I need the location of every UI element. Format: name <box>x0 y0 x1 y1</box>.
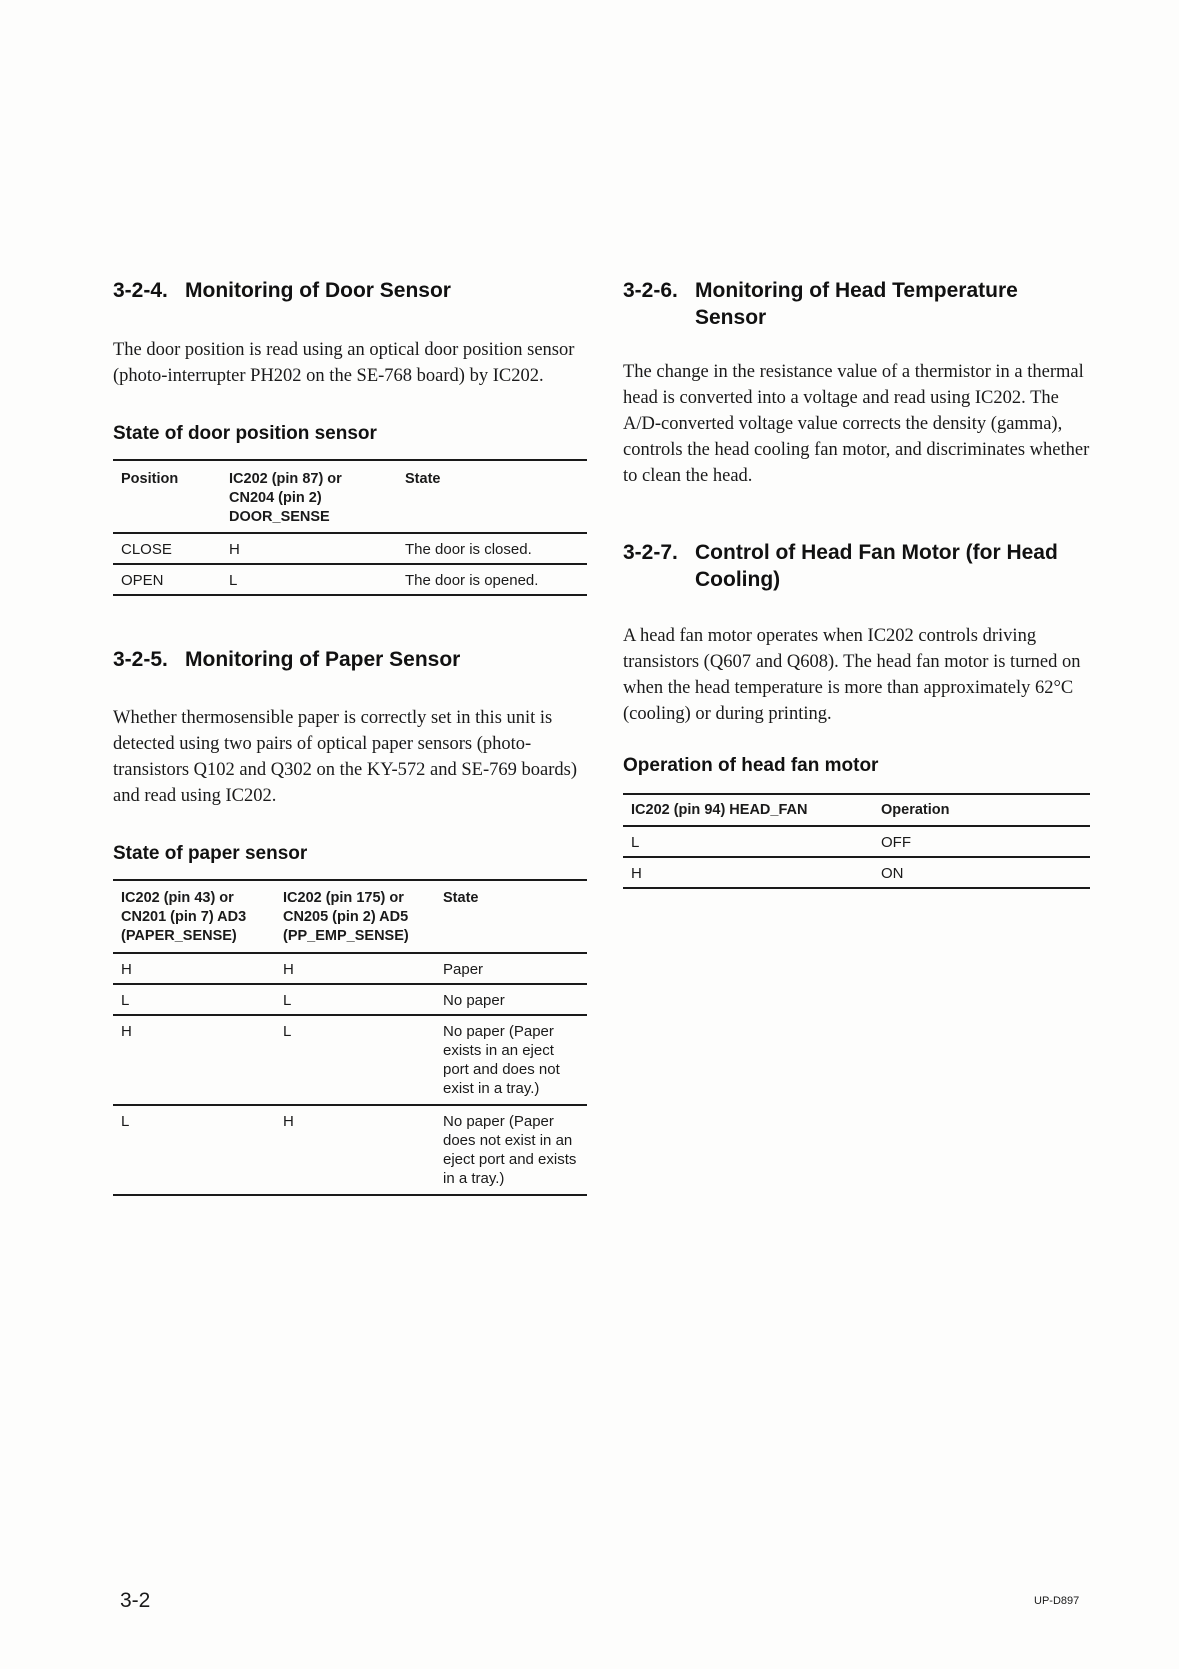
table-cell: H <box>631 865 642 882</box>
section-title: Monitoring of Door Sensor <box>185 279 451 302</box>
section-number: 3-2-5. <box>113 648 168 671</box>
right-column <box>623 277 1090 889</box>
table-cell: ON <box>881 865 904 882</box>
table-row <box>113 1015 587 1105</box>
header-cell: Operation <box>881 802 950 818</box>
header-cell: IC202 (pin 43) or CN201 (pin 7) AD3 (PAPER_SENSE) <box>121 890 247 944</box>
table-cell: H <box>121 1023 132 1040</box>
paper-sensor-table <box>113 879 587 1196</box>
door-sensor-paragraph: The door position is read using an optical door position sensor (photo-interrupter PH202 on the SE-768 board) by IC202. <box>113 340 575 386</box>
header-cell: State <box>443 890 479 906</box>
table-header-row <box>623 794 1090 826</box>
paper-table-title: State of paper sensor <box>113 843 308 864</box>
header-cell: State <box>405 471 441 487</box>
section-heading-3-2-7 <box>623 539 1090 593</box>
page-number: 3-2 <box>120 1589 151 1612</box>
table-row <box>113 533 587 564</box>
table-header-row <box>113 880 587 953</box>
head-temp-paragraph: The change in the resistance value of a thermistor in a thermal head is converted into a voltage and read using IC202. The A/D-converted voltage value corrects the density (gamma), controls the head cooling fan motor, and discriminates whether to clean the head. <box>623 362 1090 486</box>
section-heading-3-2-5 <box>113 646 587 673</box>
table-cell: H <box>121 961 132 978</box>
section-title: Control of Head Fan Motor (for Head Cooling) <box>695 541 1058 591</box>
section-number: 3-2-4. <box>113 279 168 302</box>
table-header-row <box>113 460 587 533</box>
model-number: UP-D897 <box>1034 1595 1080 1607</box>
left-column <box>113 277 587 1196</box>
door-sensor-table <box>113 459 587 596</box>
header-cell: Position <box>121 471 179 487</box>
table-row <box>623 857 1090 888</box>
table-row <box>623 826 1090 857</box>
table-cell: No paper (Paper does not exist in an eject port and exists in a tray.) <box>443 1113 577 1187</box>
header-cell: IC202 (pin 94) HEAD_FAN <box>631 802 808 818</box>
table-cell: The door is closed. <box>405 541 532 558</box>
table-cell: L <box>283 992 292 1009</box>
table-cell: No paper (Paper exists in an eject port and does not exist in a tray.) <box>443 1023 560 1097</box>
table-cell: The door is opened. <box>405 572 539 589</box>
table-cell: CLOSE <box>121 541 172 558</box>
table-cell: H <box>229 541 240 558</box>
paper-sensor-paragraph: Whether thermosensible paper is correctly set in this unit is detected using two pairs of optical paper sensors (photo-transistors Q102 and Q302 on the KY-572 and SE-769 boards) and read using IC202. <box>113 708 577 806</box>
door-table-title: State of door position sensor <box>113 423 377 444</box>
table-row <box>113 564 587 595</box>
table-cell: OPEN <box>121 572 164 589</box>
section-number: 3-2-7. <box>623 541 678 564</box>
table-cell: OFF <box>881 834 911 851</box>
table-cell: Paper <box>443 961 484 978</box>
table-row <box>113 1105 587 1195</box>
section-number: 3-2-6. <box>623 279 678 302</box>
table-cell: L <box>121 992 130 1009</box>
table-row <box>113 953 587 984</box>
table-cell: L <box>283 1023 292 1040</box>
header-cell: IC202 (pin 87) or CN204 (pin 2) DOOR_SENSE <box>229 471 342 525</box>
header-cell: IC202 (pin 175) or CN205 (pin 2) AD5 (PP_EMP_SENSE) <box>283 890 409 944</box>
section-title: Monitoring of Paper Sensor <box>185 648 461 671</box>
head-fan-table <box>623 793 1090 889</box>
head-fan-paragraph: A head fan motor operates when IC202 controls driving transistors (Q607 and Q608). The head fan motor is turned on when the head temperature is more than approximately 62°C (cooling) or during printing. <box>623 626 1081 724</box>
fan-table-title: Operation of head fan motor <box>623 755 879 776</box>
table-cell: No paper <box>443 992 505 1009</box>
section-heading-3-2-4 <box>113 277 587 304</box>
table-cell: L <box>229 572 238 589</box>
table-row <box>113 984 587 1015</box>
table-cell: H <box>283 1113 294 1130</box>
table-cell: L <box>631 834 640 851</box>
section-heading-3-2-6 <box>623 277 1090 331</box>
table-cell: H <box>283 961 294 978</box>
table-cell: L <box>121 1113 130 1130</box>
section-title: Monitoring of Head Temperature Sensor <box>695 279 1018 329</box>
